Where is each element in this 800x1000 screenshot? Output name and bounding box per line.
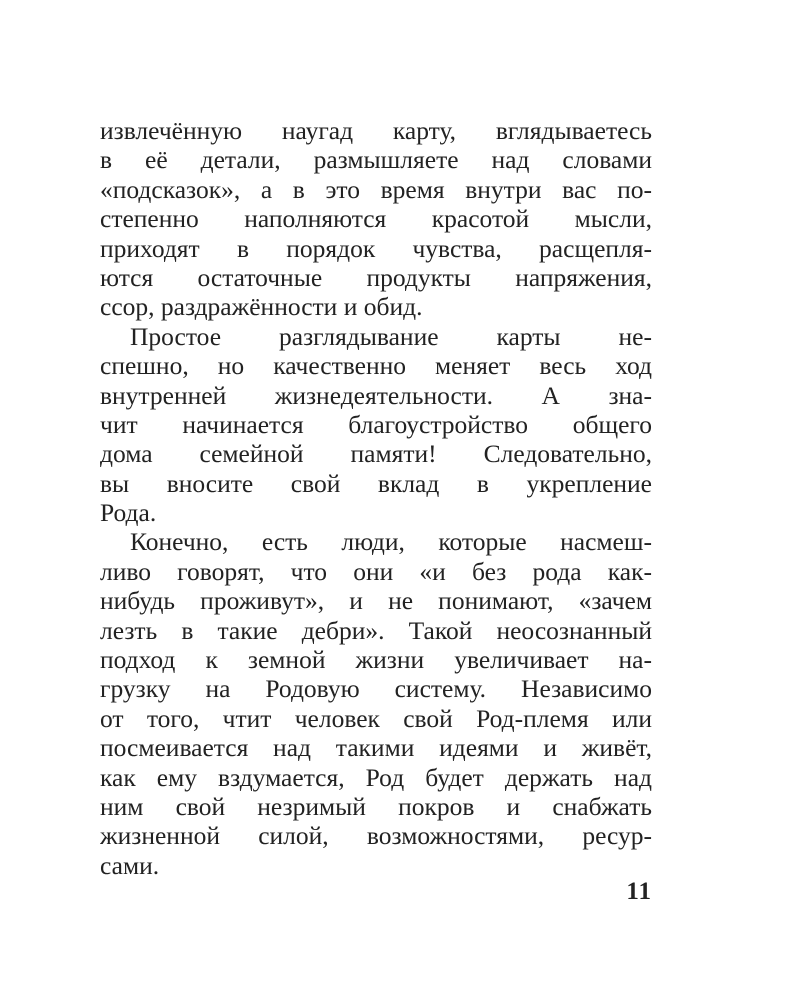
text-line: ливо говорят, что они «и без рода как- — [100, 556, 652, 586]
text-line: подход к земной жизни увеличивает на- — [100, 645, 652, 675]
text-line: грузку на Родовую систему. Независимо — [100, 674, 652, 704]
text-line: Конечно, есть люди, которые насмеш- — [130, 527, 652, 557]
text-line: ются остаточные продукты напряжения, — [100, 262, 652, 292]
text-line: чит начинается благоустройство общего — [100, 409, 652, 439]
paragraph — [100, 116, 652, 322]
paragraph — [100, 322, 652, 528]
text-line: Рода. — [100, 498, 157, 528]
text-line: ссор, раздражённости и обид. — [100, 292, 423, 322]
text-line: вы вносите свой вклад в укрепление — [100, 468, 652, 498]
text-line: приходят в порядок чувства, расщепля- — [100, 233, 652, 263]
text-line: Простое разглядывание карты не- — [130, 321, 652, 351]
text-line: «подсказок», а в это время внутри вас по- — [100, 174, 652, 204]
text-line: спешно, но качественно меняет весь ход — [100, 351, 652, 381]
text-line: нибудь проживут», и не понимают, «зачем — [100, 586, 652, 616]
text-line: сами. — [100, 850, 160, 880]
text-line: лезть в такие дебри». Такой неосознанный — [100, 615, 652, 645]
text-line: в её детали, размышляете над словами — [100, 145, 652, 175]
text-line: как ему вздумается, Род будет держать над — [100, 762, 652, 792]
text-line: степенно наполняются красотой мысли, — [100, 204, 652, 234]
text-line: жизненной силой, возможностями, ресур- — [100, 821, 652, 851]
text-line: посмеивается над такими идеями и живёт, — [100, 733, 652, 763]
text-line: дома семейной памяти! Следовательно, — [100, 439, 652, 469]
text-line: извлечённую наугад карту, вглядываетесь — [100, 116, 652, 145]
body-text — [100, 116, 652, 880]
paragraph — [100, 527, 652, 880]
text-line: ним свой незримый покров и снабжать — [100, 791, 652, 821]
page-number: 11 — [626, 878, 652, 905]
text-line: от того, чтит человек свой Род-племя или — [100, 703, 652, 733]
text-line: внутренней жизнедеятельности. А зна- — [100, 380, 652, 410]
